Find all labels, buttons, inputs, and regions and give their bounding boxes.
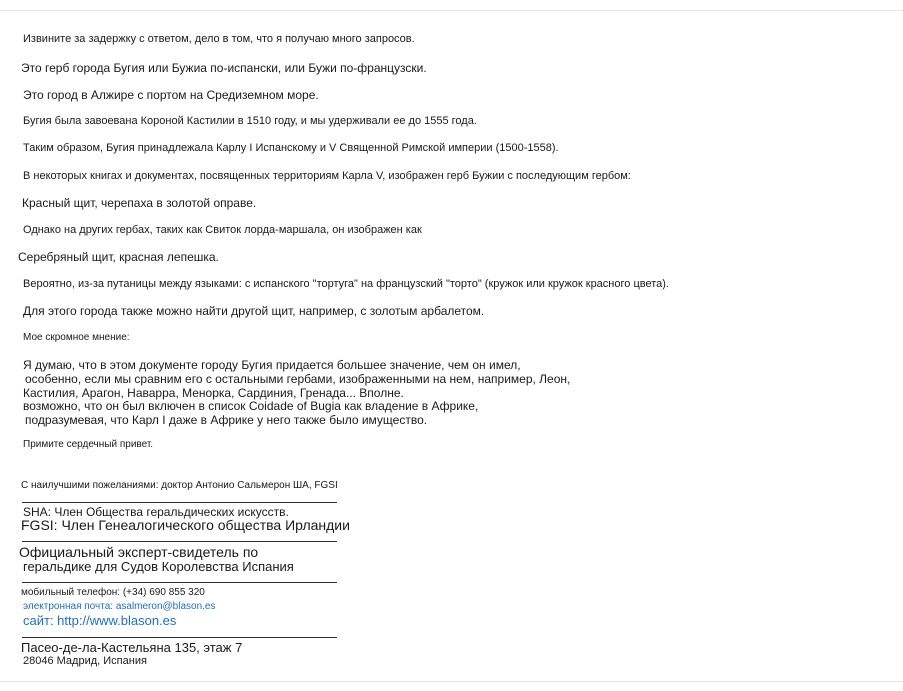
- opinion-line: Кастилия, Арагон, Наварра, Менорка, Сардиния, Гренада... Вполне.: [23, 386, 404, 400]
- opinion-line: возможно, что он был включен в список Coidade of Bugia как владение в Африке,: [23, 399, 479, 413]
- signature-website-link[interactable]: сайт: http://www.blason.es: [23, 613, 177, 628]
- signature-email-link[interactable]: электронная почта: asalmeron@blason.es: [23, 601, 216, 612]
- opinion-line: Я думаю, что в этом документе городу Бугия придается большее значение, чем он имел,: [23, 358, 521, 372]
- paragraph-closing: Примите сердечный привет.: [23, 439, 154, 450]
- signature-sha: SHA: Член Общества геральдических искусств.: [23, 505, 289, 519]
- signature-expert-line: геральдике для Судов Королевства Испания: [23, 559, 294, 574]
- paragraph-opinion-heading: Мое скромное мнение:: [23, 332, 130, 343]
- signature-divider: [22, 637, 337, 638]
- signature-divider: [22, 502, 337, 503]
- signature-phone: мобильный телефон: (+34) 690 855 320: [21, 587, 205, 598]
- paragraph-conquest: Бугия была завоевана Короной Кастилии в 1510 году, и мы удерживали ее до 1555 года.: [23, 115, 477, 127]
- paragraph-other-arms: Однако на других гербах, таких как Свиток лорда-маршала, он изображен как: [23, 224, 422, 236]
- signature-address-line: 28046 Мадрид, Испания: [23, 655, 147, 667]
- paragraph-coat-of-arms: Это герб города Бугия или Бужиа по-испански, или Бужи по-французски.: [21, 61, 427, 75]
- opinion-line: подразумевая, что Карл I даже в Африке у него также было имущество.: [25, 413, 428, 427]
- paragraph-blazon-red: Красный щит, черепаха в золотой оправе.: [22, 196, 257, 210]
- paragraph-crossbow: Для этого города также можно найти другой щит, например, с золотым арбалетом.: [23, 304, 485, 318]
- paragraph-city-location: Это город в Алжире с портом на Средиземном море.: [23, 88, 319, 102]
- paragraph-language-confusion: Вероятно, из-за путаницы между языками: с испанского "тортуга" на французский "торто" (кружок или кружок красного цвета).: [23, 278, 669, 290]
- paragraph-books: В некоторых книгах и документах, посвященных территориям Карла V, изображен герб Бужии с последующим гербом:: [23, 170, 631, 182]
- paragraph-ownership: Таким образом, Бугия принадлежала Карлу I Испанскому и V Священной Римской империи (1500-1558).: [23, 142, 559, 154]
- signature-divider: [22, 582, 337, 583]
- signature-fgsi: FGSI: Член Генеалогического общества Ирландии: [21, 517, 350, 533]
- signature-divider: [22, 541, 337, 542]
- paragraph-blazon-silver: Серебряный щит, красная лепешка.: [18, 250, 219, 264]
- signature-expert-line: Официальный эксперт-свидетель по: [19, 544, 259, 560]
- top-divider: [0, 10, 903, 11]
- opinion-line: особенно, если мы сравним его с остальными гербами, изображенными на нем, например, Леон,: [25, 372, 571, 386]
- signature-regards: С наилучшими пожеланиями: доктор Антонио Сальмерон ША, FGSI: [21, 480, 338, 491]
- signature-address-line: Пасео-де-ла-Кастельяна 135, этаж 7: [21, 640, 243, 655]
- bottom-divider: [0, 681, 903, 682]
- paragraph-apology: Извините за задержку с ответом, дело в том, что я получаю много запросов.: [23, 33, 415, 45]
